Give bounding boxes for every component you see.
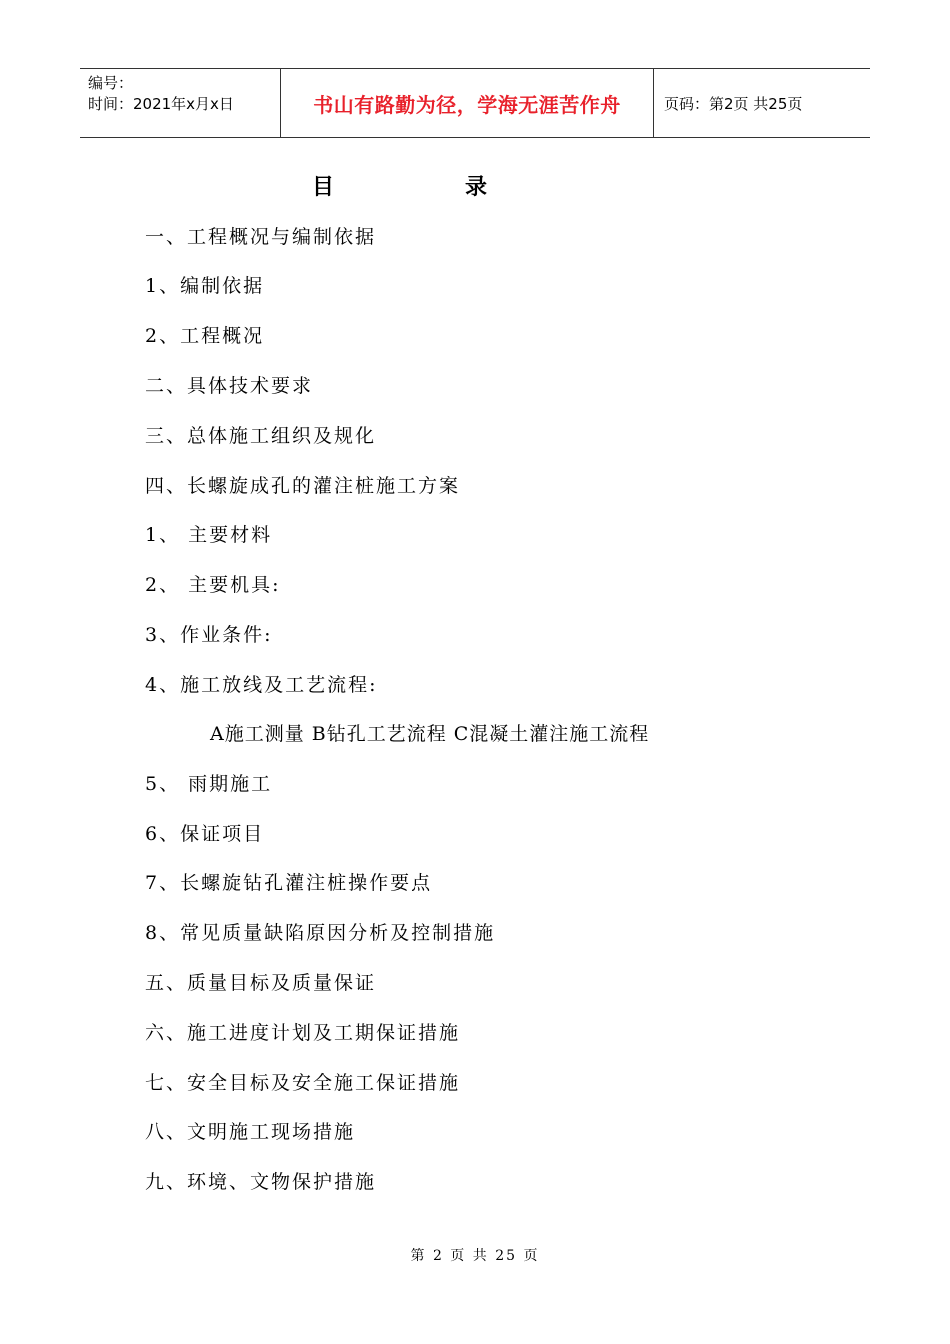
header-motto: 书山有路勤为径，学海无涯苦作舟 (281, 69, 654, 137)
toc-item[interactable]: 7、长螺旋钻孔灌注桩操作要点 (145, 872, 433, 894)
toc-item[interactable]: A施工测量 B钻孔工艺流程 C混凝土灌注施工流程 (210, 723, 650, 745)
toc-item[interactable]: 五、质量目标及质量保证 (145, 972, 377, 994)
toc-item[interactable]: 三、总体施工组织及规化 (145, 425, 377, 447)
toc-item[interactable]: 六、施工进度计划及工期保证措施 (145, 1022, 461, 1044)
code-label: 编号： (88, 74, 134, 92)
time-label: 时间：2021年x月x日 (88, 95, 234, 113)
header-meta (80, 69, 281, 137)
toc-item[interactable]: 1、 主要材料 (145, 524, 273, 546)
toc-item[interactable]: 九、环境、文物保护措施 (145, 1171, 377, 1193)
toc-item[interactable]: 2、 主要机具: (145, 574, 281, 596)
toc-item[interactable]: 6、保证项目 (145, 823, 265, 845)
toc-item[interactable]: 四、长螺旋成孔的灌注桩施工方案 (145, 475, 461, 497)
toc-item[interactable]: 八、文明施工现场措施 (145, 1121, 356, 1143)
header-page-info: 页码：第2页 共25页 (664, 94, 803, 113)
toc-item[interactable]: 2、工程概况 (145, 325, 265, 347)
toc-item[interactable]: 5、 雨期施工 (145, 773, 273, 795)
toc-item[interactable]: 8、常见质量缺陷原因分析及控制措施 (145, 922, 496, 944)
toc-title-part1: 目 (312, 174, 335, 200)
toc-item[interactable]: 七、安全目标及安全施工保证措施 (145, 1072, 461, 1094)
page-footer: 第 2 页 共 25 页 (410, 1248, 540, 1264)
toc-title (0, 170, 950, 202)
page-header (80, 68, 870, 138)
toc-title-part2: 录 (465, 174, 488, 200)
toc-item[interactable]: 一、工程概况与编制依据 (145, 226, 377, 248)
toc-item[interactable]: 4、施工放线及工艺流程: (145, 674, 378, 696)
toc-item[interactable]: 二、具体技术要求 (145, 375, 314, 397)
toc-item[interactable]: 3、作业条件: (145, 624, 273, 646)
toc-item[interactable]: 1、编制依据 (145, 275, 265, 297)
